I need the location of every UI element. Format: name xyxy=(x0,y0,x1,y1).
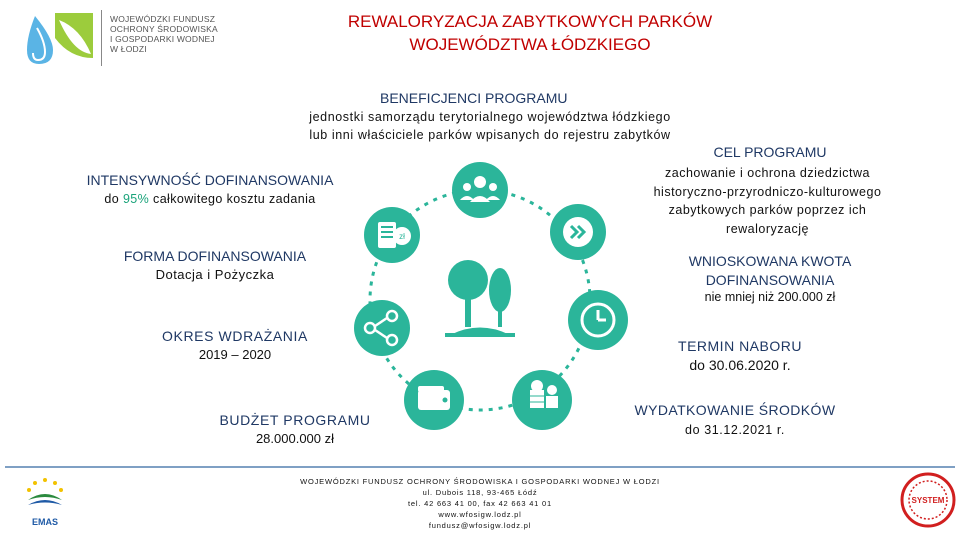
logo-text xyxy=(110,14,218,54)
intensywnosc-heading: INTENSYWNOŚĆ DOFINANSOWANIA xyxy=(86,172,334,188)
people-icon xyxy=(452,162,508,218)
cel-text xyxy=(620,164,915,238)
emas-stars-icon xyxy=(20,472,70,512)
okres-text: 2019 – 2020 xyxy=(198,347,272,362)
footer-address: ul. Dubois 118, 93-465 Łódź xyxy=(422,488,538,497)
budzet-heading: BUDŻET PROGRAMU xyxy=(219,412,371,428)
logo-line: WOJEWÓDZKI FUNDUSZ xyxy=(110,14,216,24)
trees-icon xyxy=(445,260,515,337)
cel-line-3: zabytkowych parków poprzez ich xyxy=(668,203,867,217)
footer-org: WOJEWÓDZKI FUNDUSZ OCHRONY ŚRODOWISKA I GOSPODARKI WODNEJ W ŁODZI xyxy=(300,477,660,486)
quality-seal xyxy=(900,472,956,528)
footer-contact xyxy=(270,476,690,531)
intensywnosc-text xyxy=(60,192,360,206)
cel-line-4: rewaloryzację xyxy=(726,221,809,236)
clock-icon xyxy=(568,290,628,350)
wnioskowana-heading-1: WNIOSKOWANA KWOTA xyxy=(688,253,852,269)
emas-logo xyxy=(20,472,70,536)
intensywnosc-percent: 95% xyxy=(122,192,150,206)
termin-text: do 30.06.2020 r. xyxy=(689,357,791,373)
wnioskowana-text: nie mniej niż 200.000 zł xyxy=(704,290,836,304)
fast-forward-icon xyxy=(550,204,606,260)
footer-website-link[interactable]: www.wfosigw.lodz.pl xyxy=(438,510,522,519)
cel-line-1: zachowanie i ochrona dziedzictwa xyxy=(665,166,870,180)
wydatkowanie-text: do 31.12.2021 r. xyxy=(685,423,785,437)
forma-heading: FORMA DOFINANSOWANIA xyxy=(123,248,307,264)
title-line-1: REWALORYZACJA ZABYTKOWYCH PARKÓW xyxy=(347,12,713,31)
footer-email-link[interactable]: fundusz@wfosigw.lodz.pl xyxy=(428,521,532,530)
footer-phone: tel. 42 663 41 00, fax 42 663 41 01 xyxy=(408,499,552,508)
program-infographic xyxy=(330,150,630,450)
coins-stack-icon xyxy=(512,370,572,430)
logo-line: I GOSPODARKI WODNEJ xyxy=(110,34,215,44)
beneficjenci-line-1: jednostki samorządu terytorialnego województwa łódzkiego xyxy=(309,110,671,124)
wallet-icon xyxy=(404,370,464,430)
intensywnosc-suffix: całkowitego kosztu zadania xyxy=(149,192,316,206)
cel-heading: CEL PROGRAMU xyxy=(713,144,827,160)
budzet-text: 28.000.000 zł xyxy=(255,431,335,446)
forma-text: Dotacja i Pożyczka xyxy=(155,267,275,282)
wnioskowana-heading-2: DOFINANSOWANIA xyxy=(705,272,835,288)
seal-label: SYSTEM xyxy=(911,496,945,505)
okres-heading: OKRES WDRAŻANIA xyxy=(162,328,308,344)
termin-heading: TERMIN NABORU xyxy=(678,338,802,354)
intensywnosc-prefix: do xyxy=(104,192,123,206)
beneficjenci-text xyxy=(270,108,710,144)
logo-line: W ŁODZI xyxy=(110,44,147,54)
wydatkowanie-heading: WYDATKOWANIE ŚRODKÓW xyxy=(634,402,836,418)
page-title xyxy=(220,10,840,56)
logo-line: OCHRONY ŚRODOWISKA xyxy=(110,24,218,34)
wnioskowana-heading xyxy=(640,252,900,290)
beneficjenci-heading: BENEFICJENCI PROGRAMU xyxy=(380,90,568,106)
emas-label: EMAS xyxy=(31,517,58,527)
svg-text:zł: zł xyxy=(399,232,405,241)
seal-icon xyxy=(900,472,956,528)
coins-icon xyxy=(364,207,420,263)
cel-line-2: historyczno-przyrodniczo-kulturowego xyxy=(653,184,882,199)
logo-divider xyxy=(101,10,102,66)
footer-divider xyxy=(5,466,955,468)
title-line-2: WOJEWÓDZTWA ŁÓDZKIEGO xyxy=(409,35,651,54)
beneficjenci-line-2: lub inni właściciele parków wpisanych do rejestru zabytków xyxy=(309,128,671,142)
network-icon xyxy=(354,300,410,356)
logo-drop-icon xyxy=(25,8,100,68)
